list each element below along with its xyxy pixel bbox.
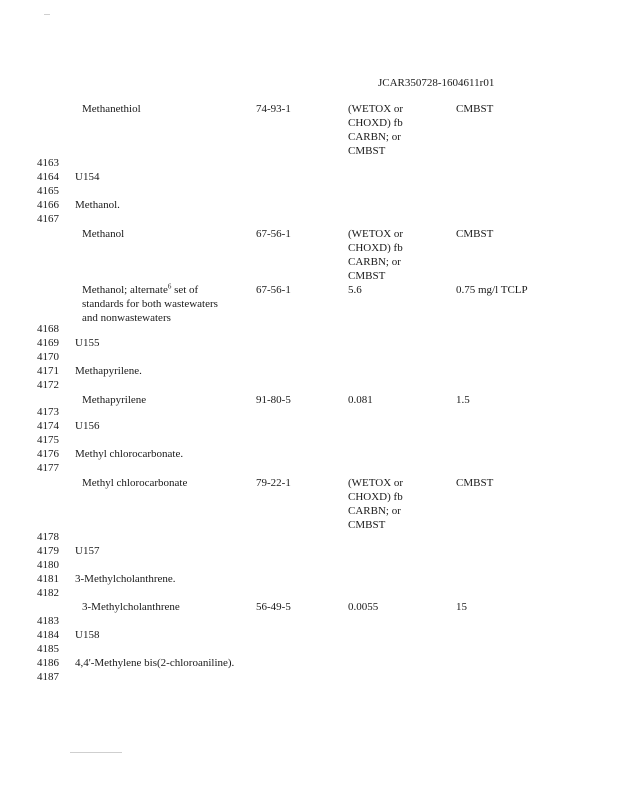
- constituent-name: Methanol: [82, 228, 125, 240]
- line-number: 4166: [37, 199, 59, 211]
- line-number: 4186: [37, 657, 59, 669]
- line-number: 4164: [37, 171, 59, 183]
- constituent-name: Methanethiol: [82, 103, 141, 115]
- line-number: 4177: [37, 462, 59, 474]
- waste-code: U158: [75, 629, 100, 641]
- line-number: 4176: [37, 448, 59, 460]
- nonwastewater-standard: CMBST: [456, 477, 494, 489]
- cas-number: 56-49-5: [256, 601, 291, 613]
- cas-number: 67-56-1: [256, 284, 291, 296]
- line-number: 4187: [37, 671, 59, 683]
- waste-name: 3-Methylcholanthrene.: [75, 573, 176, 585]
- constituent-name: Methyl chlorocarbonate: [82, 477, 188, 489]
- footnote-marker: 6: [167, 282, 172, 291]
- waste-name: Methyl chlorocarbonate.: [75, 448, 184, 460]
- line-number: 4185: [37, 643, 59, 655]
- line-number: 4181: [37, 573, 59, 585]
- nonwastewater-standard: CMBST: [456, 228, 494, 240]
- line-number: 4172: [37, 379, 59, 391]
- document-id: JCAR350728-1604611r01: [378, 77, 495, 89]
- line-number: 4183: [37, 615, 59, 627]
- line-number: 4173: [37, 406, 59, 418]
- line-number: 4180: [37, 559, 59, 571]
- constituent-name: Methanol; alternate$^6$ set of standards for both wastewaters and nonwastewaters: [82, 282, 218, 324]
- cas-number: 79-22-1: [256, 477, 291, 489]
- line-number: 4179: [37, 545, 59, 557]
- constituent-name: 3-Methylcholanthrene: [82, 601, 180, 613]
- wastewater-standard: 5.6: [348, 284, 362, 296]
- nonwastewater-standard: 0.75 mg/l TCLP: [456, 284, 528, 296]
- constituent-name: Methapyrilene: [82, 394, 147, 406]
- nonwastewater-standard: CMBST: [456, 103, 494, 115]
- line-number: 4163: [37, 157, 59, 169]
- scan-mark-bottom: [70, 752, 122, 753]
- line-number: 4170: [37, 351, 59, 363]
- cas-number: 74-93-1: [256, 103, 291, 115]
- cas-number: 67-56-1: [256, 228, 291, 240]
- wastewater-standard: (WETOX or CHOXD) fb CARBN; or CMBST: [348, 477, 404, 531]
- waste-code: U156: [75, 420, 100, 432]
- line-number: 4165: [37, 185, 59, 197]
- scan-mark-top: [44, 14, 50, 15]
- line-number: 4168: [37, 323, 59, 335]
- waste-code: U154: [75, 171, 100, 183]
- wastewater-standard: 0.0055: [348, 601, 379, 613]
- nonwastewater-standard: 1.5: [456, 394, 470, 406]
- waste-name: Methapyrilene.: [75, 365, 142, 377]
- waste-code: U157: [75, 545, 100, 557]
- line-number: 4174: [37, 420, 59, 432]
- waste-name: Methanol.: [75, 199, 120, 211]
- line-number: 4178: [37, 531, 59, 543]
- line-number: 4169: [37, 337, 59, 349]
- wastewater-standard: 0.081: [348, 394, 373, 406]
- line-number: 4167: [37, 213, 59, 225]
- waste-code: U155: [75, 337, 100, 349]
- cas-number: 91-80-5: [256, 394, 291, 406]
- waste-name: 4,4'-Methylene bis(2-chloroaniline).: [75, 657, 235, 669]
- nonwastewater-standard: 15: [456, 601, 467, 613]
- wastewater-standard: (WETOX or CHOXD) fb CARBN; or CMBST: [348, 228, 404, 282]
- line-number: 4175: [37, 434, 59, 446]
- line-number: 4171: [37, 365, 59, 377]
- line-number: 4182: [37, 587, 59, 599]
- line-number: 4184: [37, 629, 59, 641]
- wastewater-standard: (WETOX or CHOXD) fb CARBN; or CMBST: [348, 103, 404, 157]
